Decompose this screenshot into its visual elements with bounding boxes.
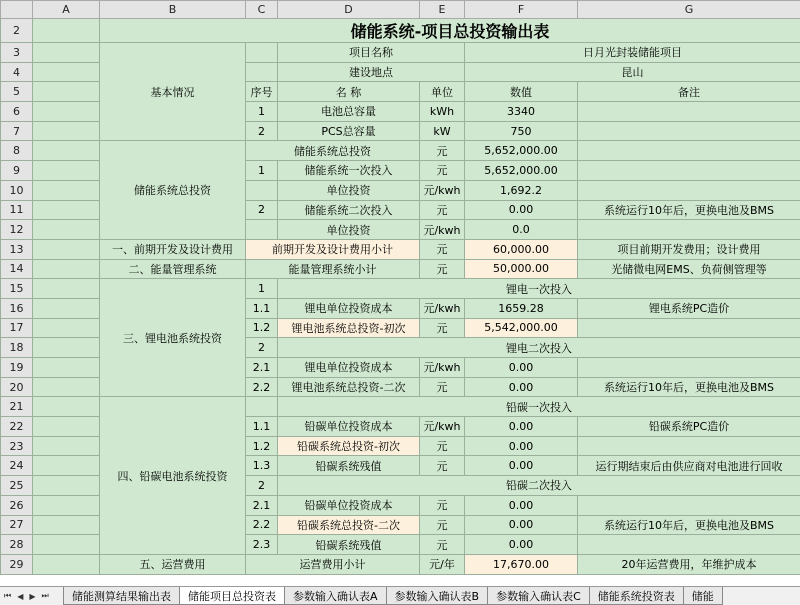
section-label-lithium[interactable]: 三、锂电池系统投资 [100,279,246,397]
table-row [1,554,800,574]
section-label-basic[interactable]: 基本情况 [100,43,246,141]
cell-name[interactable]: 锂电池系统总投资-初次 [278,318,420,338]
row-header[interactable]: 27 [1,515,33,535]
cell-seq[interactable] [246,220,278,240]
section-label-operation[interactable]: 五、运营费用 [100,554,246,574]
row-header[interactable]: 17 [1,318,33,338]
cell-name[interactable]: PCS总容量 [278,121,420,141]
cell-subheading[interactable]: 锂电二次投入 [278,338,800,358]
cell-unit[interactable]: 单位 [420,82,465,102]
cell-name[interactable]: 铅碳单位投资成本 [278,495,420,515]
cell-value[interactable]: 1659.28 [465,298,578,318]
row-header[interactable]: 13 [1,239,33,259]
cell-seq[interactable]: 序号 [246,82,278,102]
cell-name[interactable]: 储能系统总投资 [246,141,420,161]
cell-note[interactable]: 系统运行10年后，更换电池及BMS [578,515,800,535]
cell-unit[interactable]: kWh [420,102,465,122]
cell[interactable] [33,358,100,378]
cell-note[interactable] [578,161,800,181]
cell-note[interactable] [578,495,800,515]
cell[interactable] [33,19,100,43]
cell-value[interactable]: 0.00 [465,436,578,456]
sheet-tab-active[interactable]: 储能项目总投资表 [179,587,285,605]
sheet-nav-buttons [0,587,64,605]
row-header[interactable]: 6 [1,102,33,122]
cell-value[interactable]: 昆山 [465,62,800,82]
cell-unit[interactable]: 元/kwh [420,220,465,240]
cell-note[interactable]: 项目前期开发费用；设计费用 [578,239,800,259]
cell-seq[interactable] [246,180,278,200]
cell[interactable] [33,298,100,318]
cell-name[interactable]: 名 称 [278,82,420,102]
section-label-storage[interactable]: 储能系统总投资 [100,141,246,239]
cell-subheading[interactable]: 锂电一次投入 [278,279,800,299]
row-header[interactable]: 20 [1,377,33,397]
cell[interactable] [33,318,100,338]
column-header-row [1,1,800,19]
cell-unit[interactable]: 元 [420,377,465,397]
table-row [1,259,800,279]
table-row [1,43,800,63]
cell-seq[interactable]: 2.1 [246,495,278,515]
sheet-tab[interactable]: 参数输入确认表B [386,587,489,605]
cell-note[interactable] [578,318,800,338]
table-row [1,397,800,417]
cell[interactable] [33,220,100,240]
cell-name[interactable]: 铅碳单位投资成本 [278,417,420,437]
cell-name[interactable]: 运营费用小计 [246,554,420,574]
cell-name[interactable]: 锂电池系统总投资-二次 [278,377,420,397]
cell[interactable] [246,62,278,82]
cell-note[interactable]: 光储微电网EMS、负荷侧管理等 [578,259,800,279]
cell-seq[interactable]: 2 [246,338,278,358]
table-row [1,141,800,161]
cell-value[interactable]: 0.00 [465,515,578,535]
cell[interactable] [33,102,100,122]
cell[interactable] [33,456,100,476]
section-label-ems[interactable]: 二、能量管理系统 [100,259,246,279]
cell-note[interactable]: 系统运行10年后，更换电池及BMS [578,377,800,397]
row-header[interactable]: 5 [1,82,33,102]
cell[interactable] [33,417,100,437]
col-header-a[interactable]: A [33,1,100,19]
cell[interactable] [33,554,100,574]
cell-note[interactable]: 20年运营费用，年维护成本 [578,554,800,574]
cell-note[interactable] [578,141,800,161]
cell-value[interactable]: 5,652,000.00 [465,141,578,161]
cell-label[interactable]: 建设地点 [278,62,465,82]
cell-unit[interactable]: 元/kwh [420,180,465,200]
cell-name[interactable]: 铅碳系统残值 [278,535,420,555]
cell-name[interactable]: 电池总容量 [278,102,420,122]
cell-subheading[interactable]: 铅碳一次投入 [278,397,800,417]
cell-unit[interactable]: 元 [420,259,465,279]
cell[interactable] [33,161,100,181]
row-header[interactable]: 21 [1,397,33,417]
cell-name[interactable]: 储能系统一次投入 [278,161,420,181]
cell-seq[interactable]: 2.3 [246,535,278,555]
cell-seq[interactable]: 1.2 [246,318,278,338]
table-row [1,279,800,299]
cell-name[interactable]: 铅碳系统总投资-初次 [278,436,420,456]
cell-unit[interactable]: 元/kwh [420,298,465,318]
row-header[interactable]: 23 [1,436,33,456]
row-header[interactable]: 3 [1,43,33,63]
cell-name[interactable]: 锂电单位投资成本 [278,358,420,378]
cell[interactable] [33,121,100,141]
sheet-tab[interactable]: 参数输入确认表A [284,587,387,605]
row-header[interactable]: 16 [1,298,33,318]
cell[interactable] [33,535,100,555]
first-sheet-icon[interactable]: ⏮ [4,591,11,601]
col-header-f[interactable]: F [465,1,578,19]
cell-value[interactable]: 0.0 [465,220,578,240]
sheet-tab-bar [0,586,800,605]
section-label-leadcarbon[interactable]: 四、铅碳电池系统投资 [100,397,246,555]
cell-value[interactable]: 3340 [465,102,578,122]
cell-note[interactable]: 运行期结束后由供应商对电池进行回收 [578,456,800,476]
cell-seq[interactable]: 1.2 [246,436,278,456]
cell[interactable] [33,180,100,200]
row-header[interactable]: 25 [1,476,33,496]
cell-seq[interactable] [246,397,278,417]
cell-value[interactable]: 0.00 [465,456,578,476]
cell-label[interactable]: 项目名称 [278,43,465,63]
row-header[interactable]: 10 [1,180,33,200]
cell-seq[interactable]: 2.2 [246,377,278,397]
cell-value[interactable]: 0.00 [465,377,578,397]
row-header[interactable]: 22 [1,417,33,437]
cell-value[interactable]: 0.00 [465,358,578,378]
cell-value[interactable]: 0.00 [465,200,578,220]
cell-note[interactable] [578,121,800,141]
cell-seq[interactable]: 2 [246,121,278,141]
sheet-tab[interactable]: 储能测算结果输出表 [63,587,180,605]
col-header-e[interactable]: E [420,1,465,19]
cell-note[interactable] [578,358,800,378]
select-all-corner[interactable] [1,1,33,19]
row-header[interactable]: 15 [1,279,33,299]
cell[interactable] [33,259,100,279]
cell-value[interactable]: 0.00 [465,417,578,437]
cell-name[interactable]: 能量管理系统小计 [246,259,420,279]
row-header[interactable]: 29 [1,554,33,574]
cell-subheading[interactable]: 铅碳二次投入 [278,476,800,496]
prev-sheet-icon[interactable]: ◀ [17,592,23,601]
table-row [1,239,800,259]
cell[interactable] [33,476,100,496]
cell-note[interactable] [578,102,800,122]
sheet-title[interactable]: 储能系统-项目总投资输出表 [100,19,800,43]
sheet-tab[interactable]: 储能系统投资表 [589,587,684,605]
cell-note[interactable]: 备注 [578,82,800,102]
cell-unit[interactable]: 元 [420,515,465,535]
cell-seq[interactable]: 2.2 [246,515,278,535]
cell-value[interactable]: 1,692.2 [465,180,578,200]
cell[interactable] [33,200,100,220]
cell-seq[interactable]: 2 [246,200,278,220]
col-header-d[interactable]: D [278,1,420,19]
cell-unit[interactable]: 元 [420,200,465,220]
cell-unit[interactable]: 元 [420,436,465,456]
cell-value[interactable]: 0.00 [465,495,578,515]
cell-value[interactable]: 17,670.00 [465,554,578,574]
cell-unit[interactable]: 元 [420,141,465,161]
row-header[interactable]: 14 [1,259,33,279]
cell[interactable] [33,495,100,515]
row-header[interactable]: 26 [1,495,33,515]
cell-note[interactable] [578,436,800,456]
cell-seq[interactable]: 2 [246,476,278,496]
next-sheet-icon[interactable]: ▶ [29,592,35,601]
cell-name[interactable]: 铅碳系统残值 [278,456,420,476]
cell-name[interactable]: 前期开发及设计费用小计 [246,239,420,259]
cell-value[interactable]: 数值 [465,82,578,102]
cell-value[interactable]: 50,000.00 [465,259,578,279]
cell-name[interactable]: 单位投资 [278,220,420,240]
cell[interactable] [33,377,100,397]
cell[interactable] [33,82,100,102]
cell-value[interactable]: 5,652,000.00 [465,161,578,181]
row-header[interactable]: 19 [1,358,33,378]
cell-seq[interactable]: 1.1 [246,298,278,318]
cell[interactable] [246,43,278,63]
cell[interactable] [33,141,100,161]
cell[interactable] [33,279,100,299]
row-header[interactable]: 18 [1,338,33,358]
col-header-c[interactable]: C [246,1,278,19]
section-label-predev[interactable]: 一、前期开发及设计费用 [100,239,246,259]
cell-value[interactable]: 0.00 [465,535,578,555]
cell-name[interactable]: 单位投资 [278,180,420,200]
cell-note[interactable]: 锂电系统PC造价 [578,298,800,318]
row-header[interactable]: 9 [1,161,33,181]
cell-unit[interactable]: 元/kwh [420,358,465,378]
table-row [1,19,800,43]
cell-name[interactable]: 铅碳系统总投资-二次 [278,515,420,535]
cell-value[interactable]: 60,000.00 [465,239,578,259]
cell-seq[interactable]: 1 [246,102,278,122]
cell-seq[interactable]: 2.1 [246,358,278,378]
cell-note[interactable] [578,180,800,200]
cell-name[interactable]: 锂电单位投资成本 [278,298,420,318]
cell-seq[interactable]: 1 [246,279,278,299]
cell-seq[interactable]: 1 [246,161,278,181]
sheet-tab[interactable]: 参数输入确认表C [487,587,590,605]
cell-unit[interactable]: 元 [420,456,465,476]
col-header-g[interactable]: G [578,1,800,19]
cell-seq[interactable]: 1.3 [246,456,278,476]
cell[interactable] [33,397,100,417]
cell[interactable] [33,62,100,82]
cell-unit[interactable]: 元 [420,161,465,181]
cell-unit[interactable]: 元/kwh [420,417,465,437]
cell[interactable] [33,515,100,535]
row-header[interactable]: 12 [1,220,33,240]
cell[interactable] [33,239,100,259]
row-header[interactable]: 7 [1,121,33,141]
cell-unit[interactable]: 元/年 [420,554,465,574]
row-header[interactable]: 4 [1,62,33,82]
row-header[interactable]: 2 [1,19,33,43]
row-header[interactable]: 24 [1,456,33,476]
cell[interactable] [33,338,100,358]
cell[interactable] [33,43,100,63]
cell-value[interactable]: 750 [465,121,578,141]
cell-unit[interactable]: 元 [420,535,465,555]
cell-note[interactable] [578,535,800,555]
cell-seq[interactable]: 1.1 [246,417,278,437]
cell-unit[interactable]: 元 [420,239,465,259]
row-header[interactable]: 8 [1,141,33,161]
cell-value[interactable]: 日月光封装储能项目 [465,43,800,63]
sheet-tab[interactable]: 储能 [683,587,723,605]
last-sheet-icon[interactable]: ⏭ [42,591,49,601]
cell-note[interactable]: 铅碳系统PC造价 [578,417,800,437]
cell-name[interactable]: 储能系统二次投入 [278,200,420,220]
cell-value[interactable]: 5,542,000.00 [465,318,578,338]
cell-unit[interactable]: kW [420,121,465,141]
cell-unit[interactable]: 元 [420,495,465,515]
row-header[interactable]: 28 [1,535,33,555]
cell-unit[interactable]: 元 [420,318,465,338]
col-header-b[interactable]: B [100,1,246,19]
cell[interactable] [33,436,100,456]
cell-note[interactable]: 系统运行10年后，更换电池及BMS [578,200,800,220]
row-header[interactable]: 11 [1,200,33,220]
cell-note[interactable] [578,220,800,240]
